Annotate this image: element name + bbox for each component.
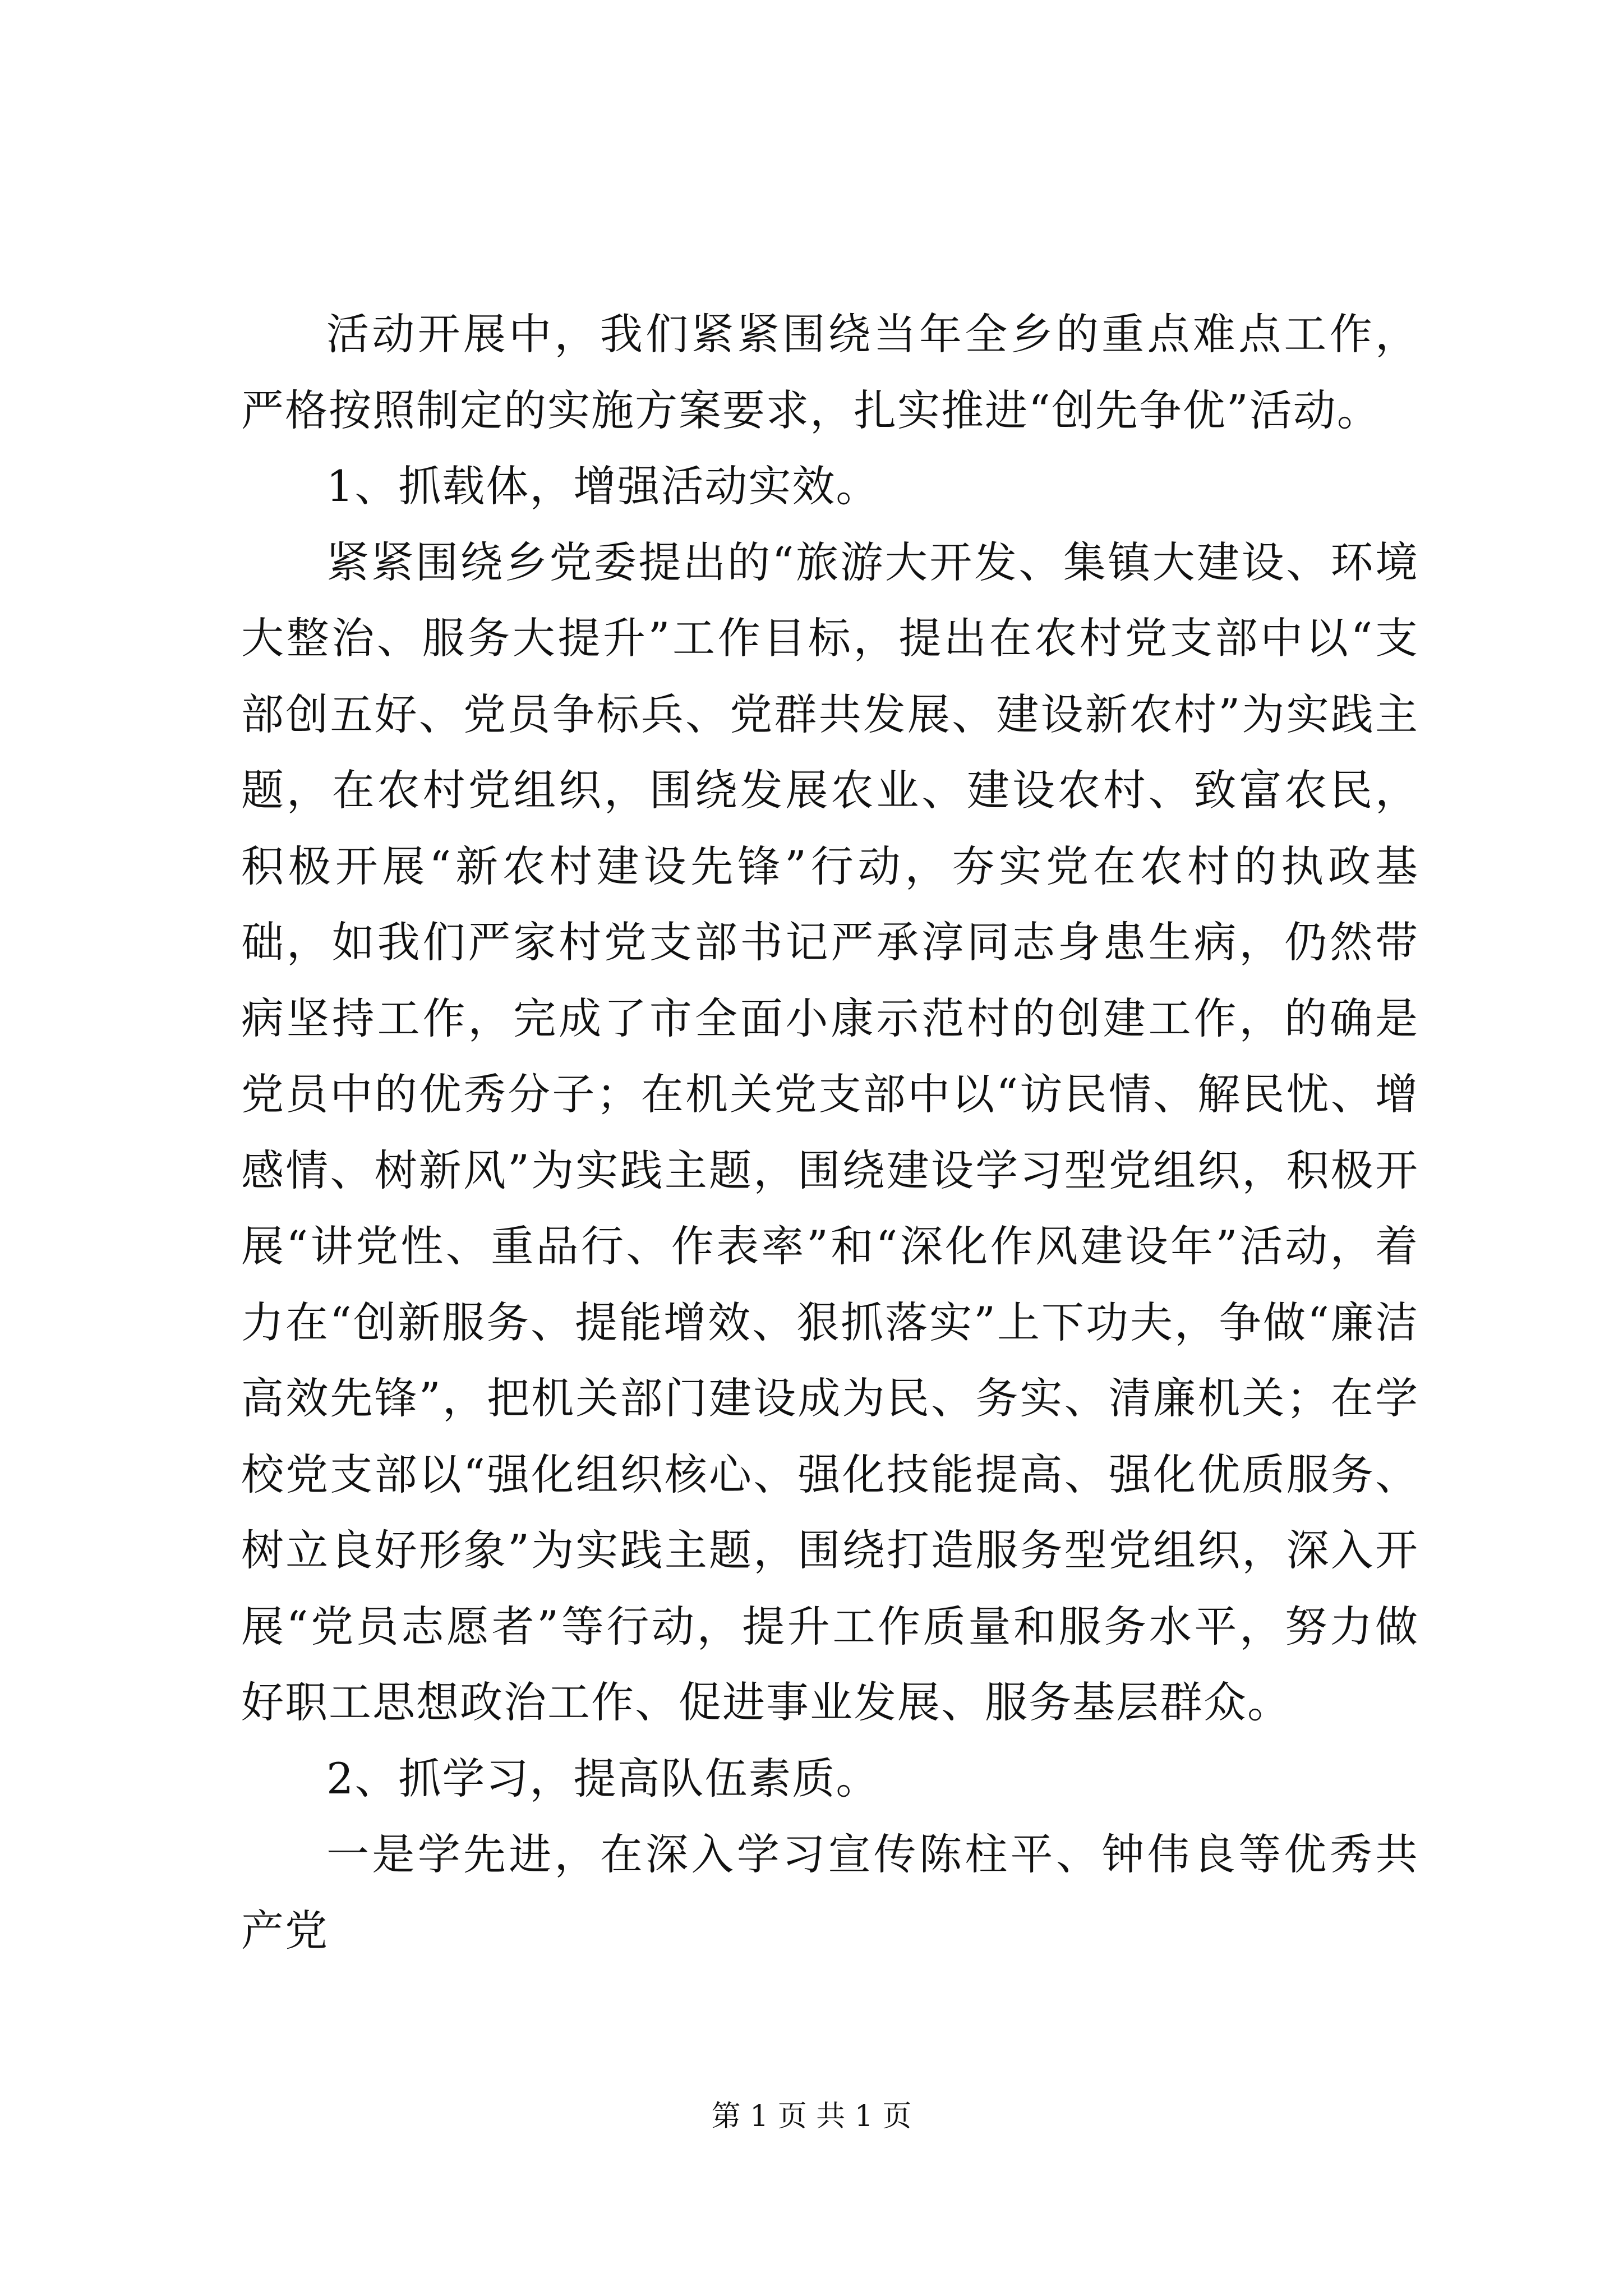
section-heading-1: 1、抓载体，增强活动实效。 [326,461,880,511]
section-heading-2: 2、抓学习，提高队伍素质。 [326,1753,880,1803]
document-body [241,296,1419,1968]
paragraph-section-1: 紧紧围绕乡党委提出的“旅游大开发、集镇大建设、环境大整治、服务大提升”工作目标，提出在农村党支部中以“支部创五好、党员争标兵、党群共发展、建设新农村”为实践主题，在农村党组织，围绕发展农业、建设农村、致富农民，积极开展“新农村建设先锋”行动，夯实党在农村的执政基础，如我们严家村党支部书记严承淳同志身患生病，仍然带病坚持工作，完成了市全面小康示范村的创建工作，的确是党员中的优秀分子；在机关党支部中以“访民情、解民忧、增感情、树新风”为实践主题，围绕建设学习型党组织，积极开展“讲党性、重品行、作表率”和“深化作风建设年”活动，着力在“创新服务、提能增效、狠抓落实”上下功夫，争做“廉洁高效先锋”，把机关部门建设成为民、务实、清廉机关；在学校党支部以“强化组织核心、强化技能提高、强化优质服务、树立良好形象”为实践主题，围绕打造服务型党组织，深入开展“党员志愿者”等行动，提升工作质量和服务水平，努力做好职工思想政治工作、促进事业发展、服务基层群众。 [241,537,1419,1727]
paragraph-intro: 活动开展中，我们紧紧围绕当年全乡的重点难点工作，严格按照制定的实施方案要求，扎实推进“创先争优”活动。 [241,309,1419,435]
paragraph-section-2: 一是学先进，在深入学习宣传陈柱平、钟伟良等优秀共产党 [241,1829,1419,1955]
page-footer: 第 1 页 共 1 页 [711,2100,912,2133]
